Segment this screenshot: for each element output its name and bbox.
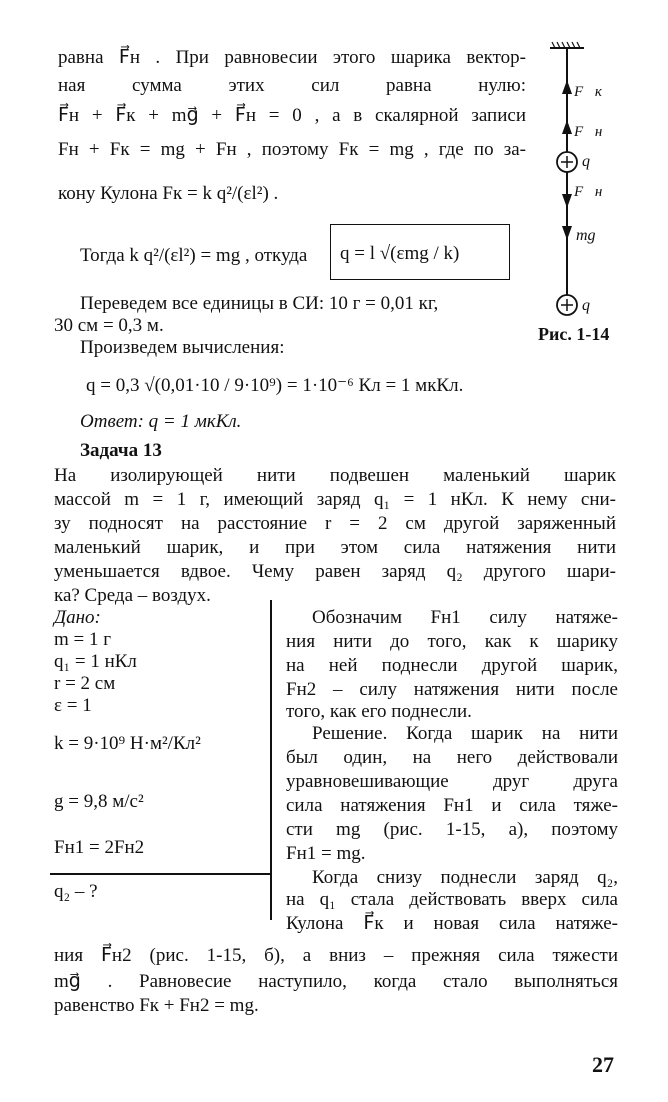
text-line: Переведем все единицы в СИ: 10 г = 0,01 кг, [80, 293, 439, 314]
text-line: кону Кулона Fк = k q²/(εl²) . [58, 183, 279, 204]
solution-line: сти mg (рис. 1-15, а), поэтому [286, 819, 618, 840]
calculation: q = 0,3 √(0,01·10 / 9·10⁹) = 1·10⁻⁶ Кл = 1 мкКл. [86, 375, 464, 396]
solution-line: ния нити до того, как к шарику [286, 631, 618, 652]
text-line: F⃗н + F⃗к + mg⃗ + F⃗н = 0 , а в скалярной записи [58, 105, 526, 126]
given-item: Fн1 = 2Fн2 [54, 837, 145, 858]
page-number: 27 [592, 1052, 614, 1077]
solution-line: Fн2 – силу натяжения нити после [286, 679, 618, 700]
figure-label: F⃗н [574, 124, 603, 140]
task-text-line: маленький шарик, и при этом сила натяжения нити [54, 537, 616, 558]
text-line: ная сумма этих сил равна нулю: [58, 75, 526, 96]
text-line: равна F⃗н . При равновесии этого шарика вектор- [58, 47, 526, 68]
figure-label: q [582, 153, 590, 170]
given-divider [50, 873, 272, 875]
solution-line: Fн1 = mg. [286, 843, 366, 864]
figure-label: mg⃗ [576, 227, 608, 244]
given-title: Дано: [54, 607, 101, 628]
figure-label: q [582, 297, 590, 314]
solution-line: Кулона F⃗к и новая сила натяже- [286, 913, 618, 934]
solution-line: сила натяжения Fн1 и сила тяже- [286, 795, 618, 816]
task-text-line: массой m = 1 г, имеющий заряд q₁ = 1 нКл. К нему сни- [54, 489, 616, 510]
given-item: g = 9,8 м/с² [54, 791, 144, 812]
text-line: Произведем вычисления: [80, 337, 285, 358]
text-line: ния F⃗н2 (рис. 1-15, б), а вниз – прежняя сила тяжести [54, 945, 618, 966]
solution-line: Обозначим Fн1 силу натяже- [312, 607, 618, 628]
given-item: k = 9·10⁹ Н·м²/Кл² [54, 733, 201, 754]
solution-line: на q₁ стала действовать вверх сила [286, 889, 618, 910]
solution-line: уравновешивающие друг друга [286, 771, 618, 792]
given-item: m = 1 г [54, 629, 112, 650]
text-line: 30 см = 0,3 м. [54, 315, 164, 336]
text-line: Fн + Fк = mg + Fн , поэтому Fк = mg , где по за- [58, 139, 526, 160]
text-line: равенство Fк + Fн2 = mg. [54, 995, 259, 1016]
column-divider [270, 600, 272, 920]
task-text-line: уменьшается вдвое. Чему равен заряд q₂ другого шари- [54, 561, 616, 582]
task-title: Задача 13 [80, 440, 162, 461]
task-text-line: зу подносят на расстояние r = 2 см другой заряженный [54, 513, 616, 534]
given-item: q₁ = 1 нКл [54, 651, 137, 672]
given-find: q₂ – ? [54, 881, 98, 902]
given-item: ε = 1 [54, 695, 92, 716]
answer-line: Ответ: q = 1 мкКл. [80, 411, 242, 432]
solution-line: того, как его поднесли. [286, 701, 472, 722]
task-text-line: На изолирующей нити подвешен маленький шарик [54, 465, 616, 486]
figure-caption: Рис. 1-14 [538, 324, 610, 344]
task-text-line: ка? Среда – воздух. [54, 585, 211, 606]
given-item: r = 2 см [54, 673, 116, 694]
figure-label: F⃗к [574, 84, 602, 100]
solution-line: Когда снизу поднесли заряд q₂, [312, 867, 618, 888]
solution-line: на ней поднесли другой шарик, [286, 655, 618, 676]
text-line: mg⃗ . Равновесие наступило, когда стало выполняться [54, 971, 618, 992]
solution-line: Решение. Когда шарик на нити [312, 723, 618, 744]
solution-line: был один, на него действовали [286, 747, 618, 768]
text-line: Тогда k q²/(εl²) = mg , откуда [80, 245, 308, 266]
boxed-formula: q = l √(εmg / k) [340, 243, 460, 264]
figure-label: F⃗н [574, 184, 603, 200]
